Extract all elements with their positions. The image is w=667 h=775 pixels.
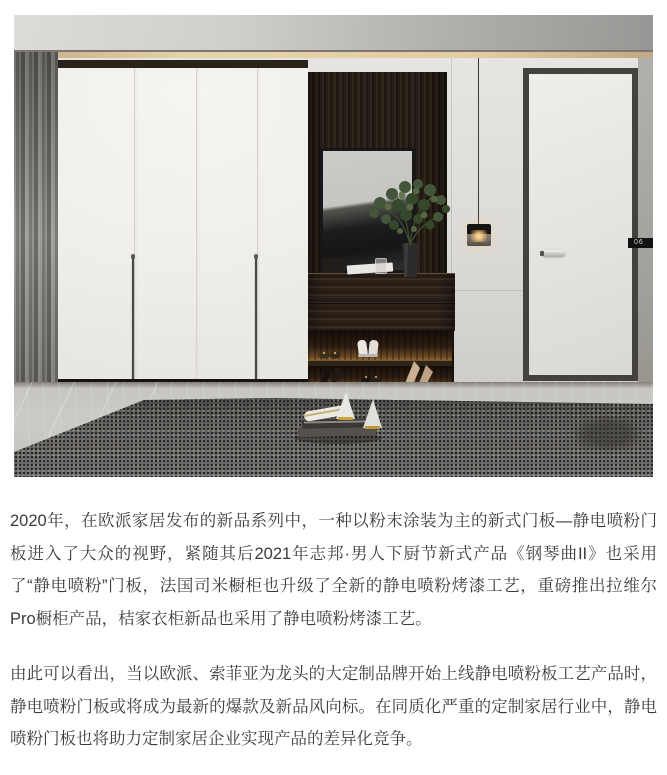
decor-books: [280, 390, 390, 445]
loafers-pair: [319, 352, 341, 359]
white-sneakers-pair: [357, 339, 379, 357]
wardrobe-handle: [255, 258, 257, 383]
paragraph: 2020年，在欧派家居发布的新品系列中，一种以粉末涂装为主的新式门板—静电喷粉门板进入了大众的视野，紧随其后2021年志邦·男人下厨节新式产品《钢琴曲II》也采用了“静电喷粉”门板，法国司米橱柜也升级了全新的静电喷粉烤漆工艺，重磅推出拉维尔Pro橱柜产品，桔家衣柜新品也采用了静电喷粉烤漆工艺。: [10, 512, 657, 628]
interior-door: [523, 68, 638, 381]
shoes: [308, 330, 452, 388]
wall-right-strip: [638, 58, 653, 382]
counter-tray: [322, 258, 344, 273]
paragraph: 由此可以看出，当以欧派、索菲亚为龙头的大定制品牌开始上线静电喷粉板工艺产品时，静电喷粉门板或将成为最新的爆款及新品风向标。在同质化严重的定制家居行业中，静电喷粉门板也将助力定制家居企业实现产品的差异化竞争。: [10, 665, 657, 748]
hero-photo[interactable]: [14, 15, 653, 477]
plant: [350, 173, 470, 293]
pendant-light-glow: [471, 230, 487, 242]
article-body: [0, 505, 667, 756]
shoe-cabinet: [308, 330, 454, 388]
pendant-cord: [478, 58, 479, 224]
watermark-smudge: [572, 416, 644, 452]
door-handle-mount: [540, 251, 544, 256]
door-handle: [542, 250, 565, 256]
door-number-plate: 06: [628, 238, 653, 248]
wardrobe-door-seam: [257, 68, 258, 379]
wardrobe-door-seam: [134, 68, 135, 379]
wardrobe-doors: [58, 68, 308, 379]
wardrobe-handle: [132, 258, 134, 383]
curtain: [14, 52, 58, 385]
wardrobe-top-rail: [58, 60, 308, 68]
wardrobe-door-seam: [196, 68, 197, 379]
dresser-drawer-seam: [308, 303, 455, 304]
ceiling: [14, 15, 653, 52]
wardrobe: [58, 60, 308, 385]
